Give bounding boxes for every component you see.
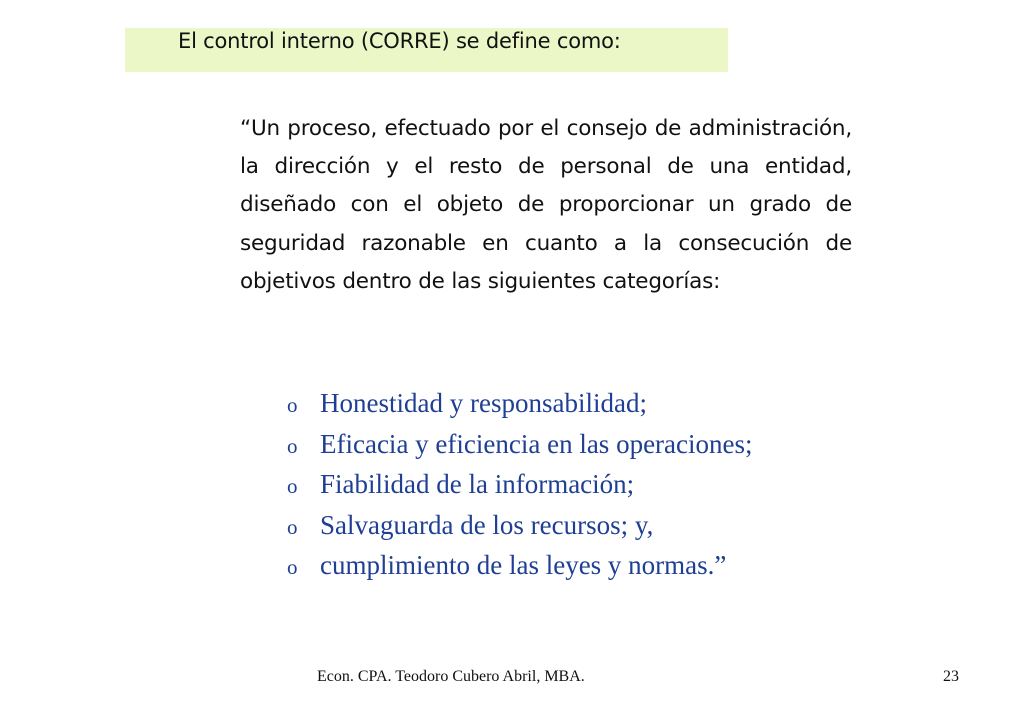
closing-quote-mark: ” xyxy=(714,550,727,580)
bullet-icon: o xyxy=(287,393,298,417)
list-item xyxy=(287,546,753,587)
bullet-icon: o xyxy=(287,433,298,458)
list-item-text: Salvaguarda de los recursos; y, xyxy=(320,509,654,540)
list-item xyxy=(287,425,753,466)
definition-quote: “Un proceso, efectuado por el consejo de administración, la dirección y el resto de personal de una entidad, diseñado con el objeto de proporcionar un grado de seguridad razonable en cuanto a la consecución de objetivos dentro de las siguientes categorías: xyxy=(240,116,852,294)
page-number: 23 xyxy=(943,668,959,685)
footer-author: Econ. CPA. Teodoro Cubero Abril, MBA. xyxy=(317,668,585,685)
list-item xyxy=(287,384,753,425)
bullet-icon: o xyxy=(287,514,298,539)
category-list xyxy=(287,384,753,587)
bullet-icon: o xyxy=(287,555,298,579)
bullet-icon: o xyxy=(287,474,298,498)
list-item-text: Honestidad y responsabilidad; xyxy=(320,388,647,418)
list-item xyxy=(287,465,753,506)
slide-title: El control interno (CORRE) se define como: xyxy=(178,29,621,53)
list-item-text: Fiabilidad de la información; xyxy=(320,469,635,499)
list-item-text: Eficacia y eficiencia en las operaciones; xyxy=(320,428,753,459)
list-item-text: cumplimiento de las leyes y normas. xyxy=(320,550,715,580)
list-item xyxy=(287,506,753,547)
